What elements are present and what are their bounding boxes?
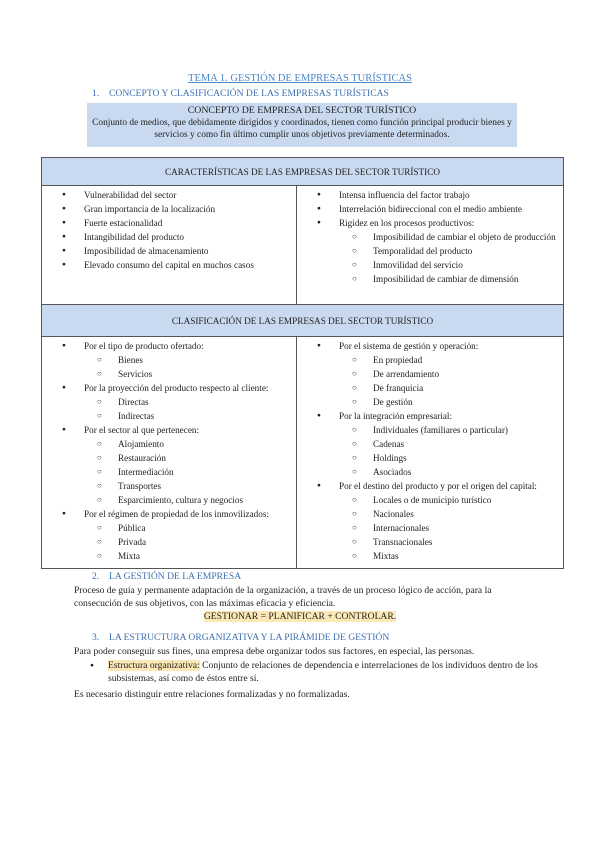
classification-type: ○ De gestión xyxy=(297,395,563,409)
classification-type: ○ Transportes xyxy=(42,479,296,493)
classification-header: CLASIFICACIÓN DE LAS EMPRESAS DEL SECTOR TURÍSTICO xyxy=(42,305,564,337)
concept-body: Conjunto de medios, que debidamente dirigidos y coordinados, tienen como función principal producir bienes y servicios y como fin último cumplir unos objetivos previamente determinados. xyxy=(92,118,512,140)
classification-criterion: ● Por el régimen de propiedad de los inmovilizados: xyxy=(42,507,296,521)
bullet-icon: ● xyxy=(90,662,94,669)
structure-closing: Es necesario distinguir entre relaciones formalizadas y no formalizadas. xyxy=(74,689,350,700)
classification-criterion: ● Por la proyección del producto respecto al cliente: xyxy=(42,381,296,395)
classification-type: ○ Nacionales xyxy=(297,507,563,521)
section-3-title: LA ESTRUCTURA ORGANIZATIVA Y LA PIRÁMIDE DE GESTIÓN xyxy=(109,632,390,643)
characteristic-subitem: ○ Inmovilidad del servicio xyxy=(297,258,563,272)
classification-type: ○ De franquicia xyxy=(297,381,563,395)
classification-type: ○ Privada xyxy=(42,535,296,549)
management-formula xyxy=(0,611,600,622)
classification-type: ○ Intermediación xyxy=(42,465,296,479)
document-title: TEMA 1. GESTIÓN DE EMPRESAS TURÍSTICAS xyxy=(188,73,412,84)
classification-type: ○ Indirectas xyxy=(42,409,296,423)
classification-criterion: ● Por el sistema de gestión y operación: xyxy=(297,339,563,353)
classification-criterion: ● Por el destino del producto y por el origen del capital: xyxy=(297,479,563,493)
characteristics-left-list xyxy=(42,188,296,272)
classification-type: ○ Servicios xyxy=(42,367,296,381)
characteristic-subitem: ○ Imposibilidad de cambiar de dimensión xyxy=(297,272,563,286)
concept-title: CONCEPTO DE EMPRESA DEL SECTOR TURÍSTICO xyxy=(187,105,417,116)
classification-type: ○ Alojamiento xyxy=(42,437,296,451)
section-3-heading xyxy=(92,632,389,643)
section-2-heading xyxy=(92,571,241,582)
management-paragraph: Proceso de guía y permanente adaptación de la organización, a través de un proceso lógico de acción, para la consecución de sus objetivos, con las máximas eficacia y eficiencia. xyxy=(74,585,492,609)
characteristics-table xyxy=(41,157,564,569)
classification-type: ○ Directas xyxy=(42,395,296,409)
classification-type: ○ Cadenas xyxy=(297,437,563,451)
classification-type: ○ Internacionales xyxy=(297,521,563,535)
classification-type: ○ Bienes xyxy=(42,353,296,367)
classification-criterion: ● Por la integración empresarial: xyxy=(297,409,563,423)
classification-type: ○ Restauración xyxy=(42,451,296,465)
characteristics-right-cell xyxy=(297,186,564,305)
characteristics-right-list xyxy=(297,188,563,286)
section-1-heading xyxy=(92,88,389,99)
characteristic-item: ● Elevado consumo del capital en muchos casos xyxy=(42,258,296,272)
classification-type: ○ Individuales (familiares o particular) xyxy=(297,423,563,437)
section-2-title: LA GESTIÓN DE LA EMPRESA xyxy=(109,571,242,582)
characteristics-left-cell xyxy=(42,186,297,305)
classification-right-list xyxy=(297,339,563,563)
characteristic-item: ● Intangibilidad del producto xyxy=(42,230,296,244)
concept-box xyxy=(87,103,517,147)
characteristic-item: ● Interrelación bidireccional con el medio ambiente xyxy=(297,202,563,216)
classification-type: ○ Pública xyxy=(42,521,296,535)
classification-type: ○ Asociados xyxy=(297,465,563,479)
characteristic-item: ● Intensa influencia del factor trabajo xyxy=(297,188,563,202)
formula-highlight: GESTIONAR = PLANIFICAR + CONTROLAR. xyxy=(203,611,397,622)
characteristic-item: ● Fuerte estacionalidad xyxy=(42,216,296,230)
classification-type: ○ Locales o de municipio turístico xyxy=(297,493,563,507)
section-1-title: CONCEPTO Y CLASIFICACIÓN DE LAS EMPRESAS TURÍSTICAS xyxy=(109,88,389,99)
characteristics-header: CARACTERÍSTICAS DE LAS EMPRESAS DEL SECTOR TURÍSTICO xyxy=(42,158,564,186)
section-2-number: 2. xyxy=(92,571,100,582)
classification-left-list xyxy=(42,339,296,563)
classification-right-cell xyxy=(297,337,564,569)
section-1-number: 1. xyxy=(92,88,100,99)
characteristic-item: ● Vulnerabilidad del sector xyxy=(42,188,296,202)
classification-type: ○ En propiedad xyxy=(297,353,563,367)
classification-type: ○ Holdings xyxy=(297,451,563,465)
classification-criterion: ● Por el sector al que pertenecen: xyxy=(42,423,296,437)
classification-type: ○ Mixtas xyxy=(297,549,563,563)
characteristic-item: ● Imposibilidad de almacenamiento xyxy=(42,244,296,258)
characteristic-subitem: ○ Imposibilidad de cambiar el objeto de producción xyxy=(297,230,563,244)
characteristic-item: ● Gran importancia de la localización xyxy=(42,202,296,216)
section-3-number: 3. xyxy=(92,632,100,643)
classification-type: ○ Transnacionales xyxy=(297,535,563,549)
classification-type: ○ Mixta xyxy=(42,549,296,563)
characteristic-item: ● Rigidez en los procesos productivos: xyxy=(297,216,563,230)
structure-intro: Para poder conseguir sus fines, una empresa debe organizar todos sus factores, en especial, las personas. xyxy=(74,646,475,657)
structure-term: Estructura organizativa: xyxy=(108,660,200,671)
classification-type: ○ Esparcimiento, cultura y negocios xyxy=(42,493,296,507)
characteristic-subitem: ○ Temporalidad del producto xyxy=(297,244,563,258)
structure-definition: Conjunto de relaciones de dependencia e interrelaciones de los individuos dentro de los subsistemas, así como de éstos entre sí. xyxy=(108,660,538,684)
classification-left-cell xyxy=(42,337,297,569)
classification-criterion: ● Por el tipo de producto ofertado: xyxy=(42,339,296,353)
structure-bullet xyxy=(90,659,540,685)
classification-type: ○ De arrendamiento xyxy=(297,367,563,381)
